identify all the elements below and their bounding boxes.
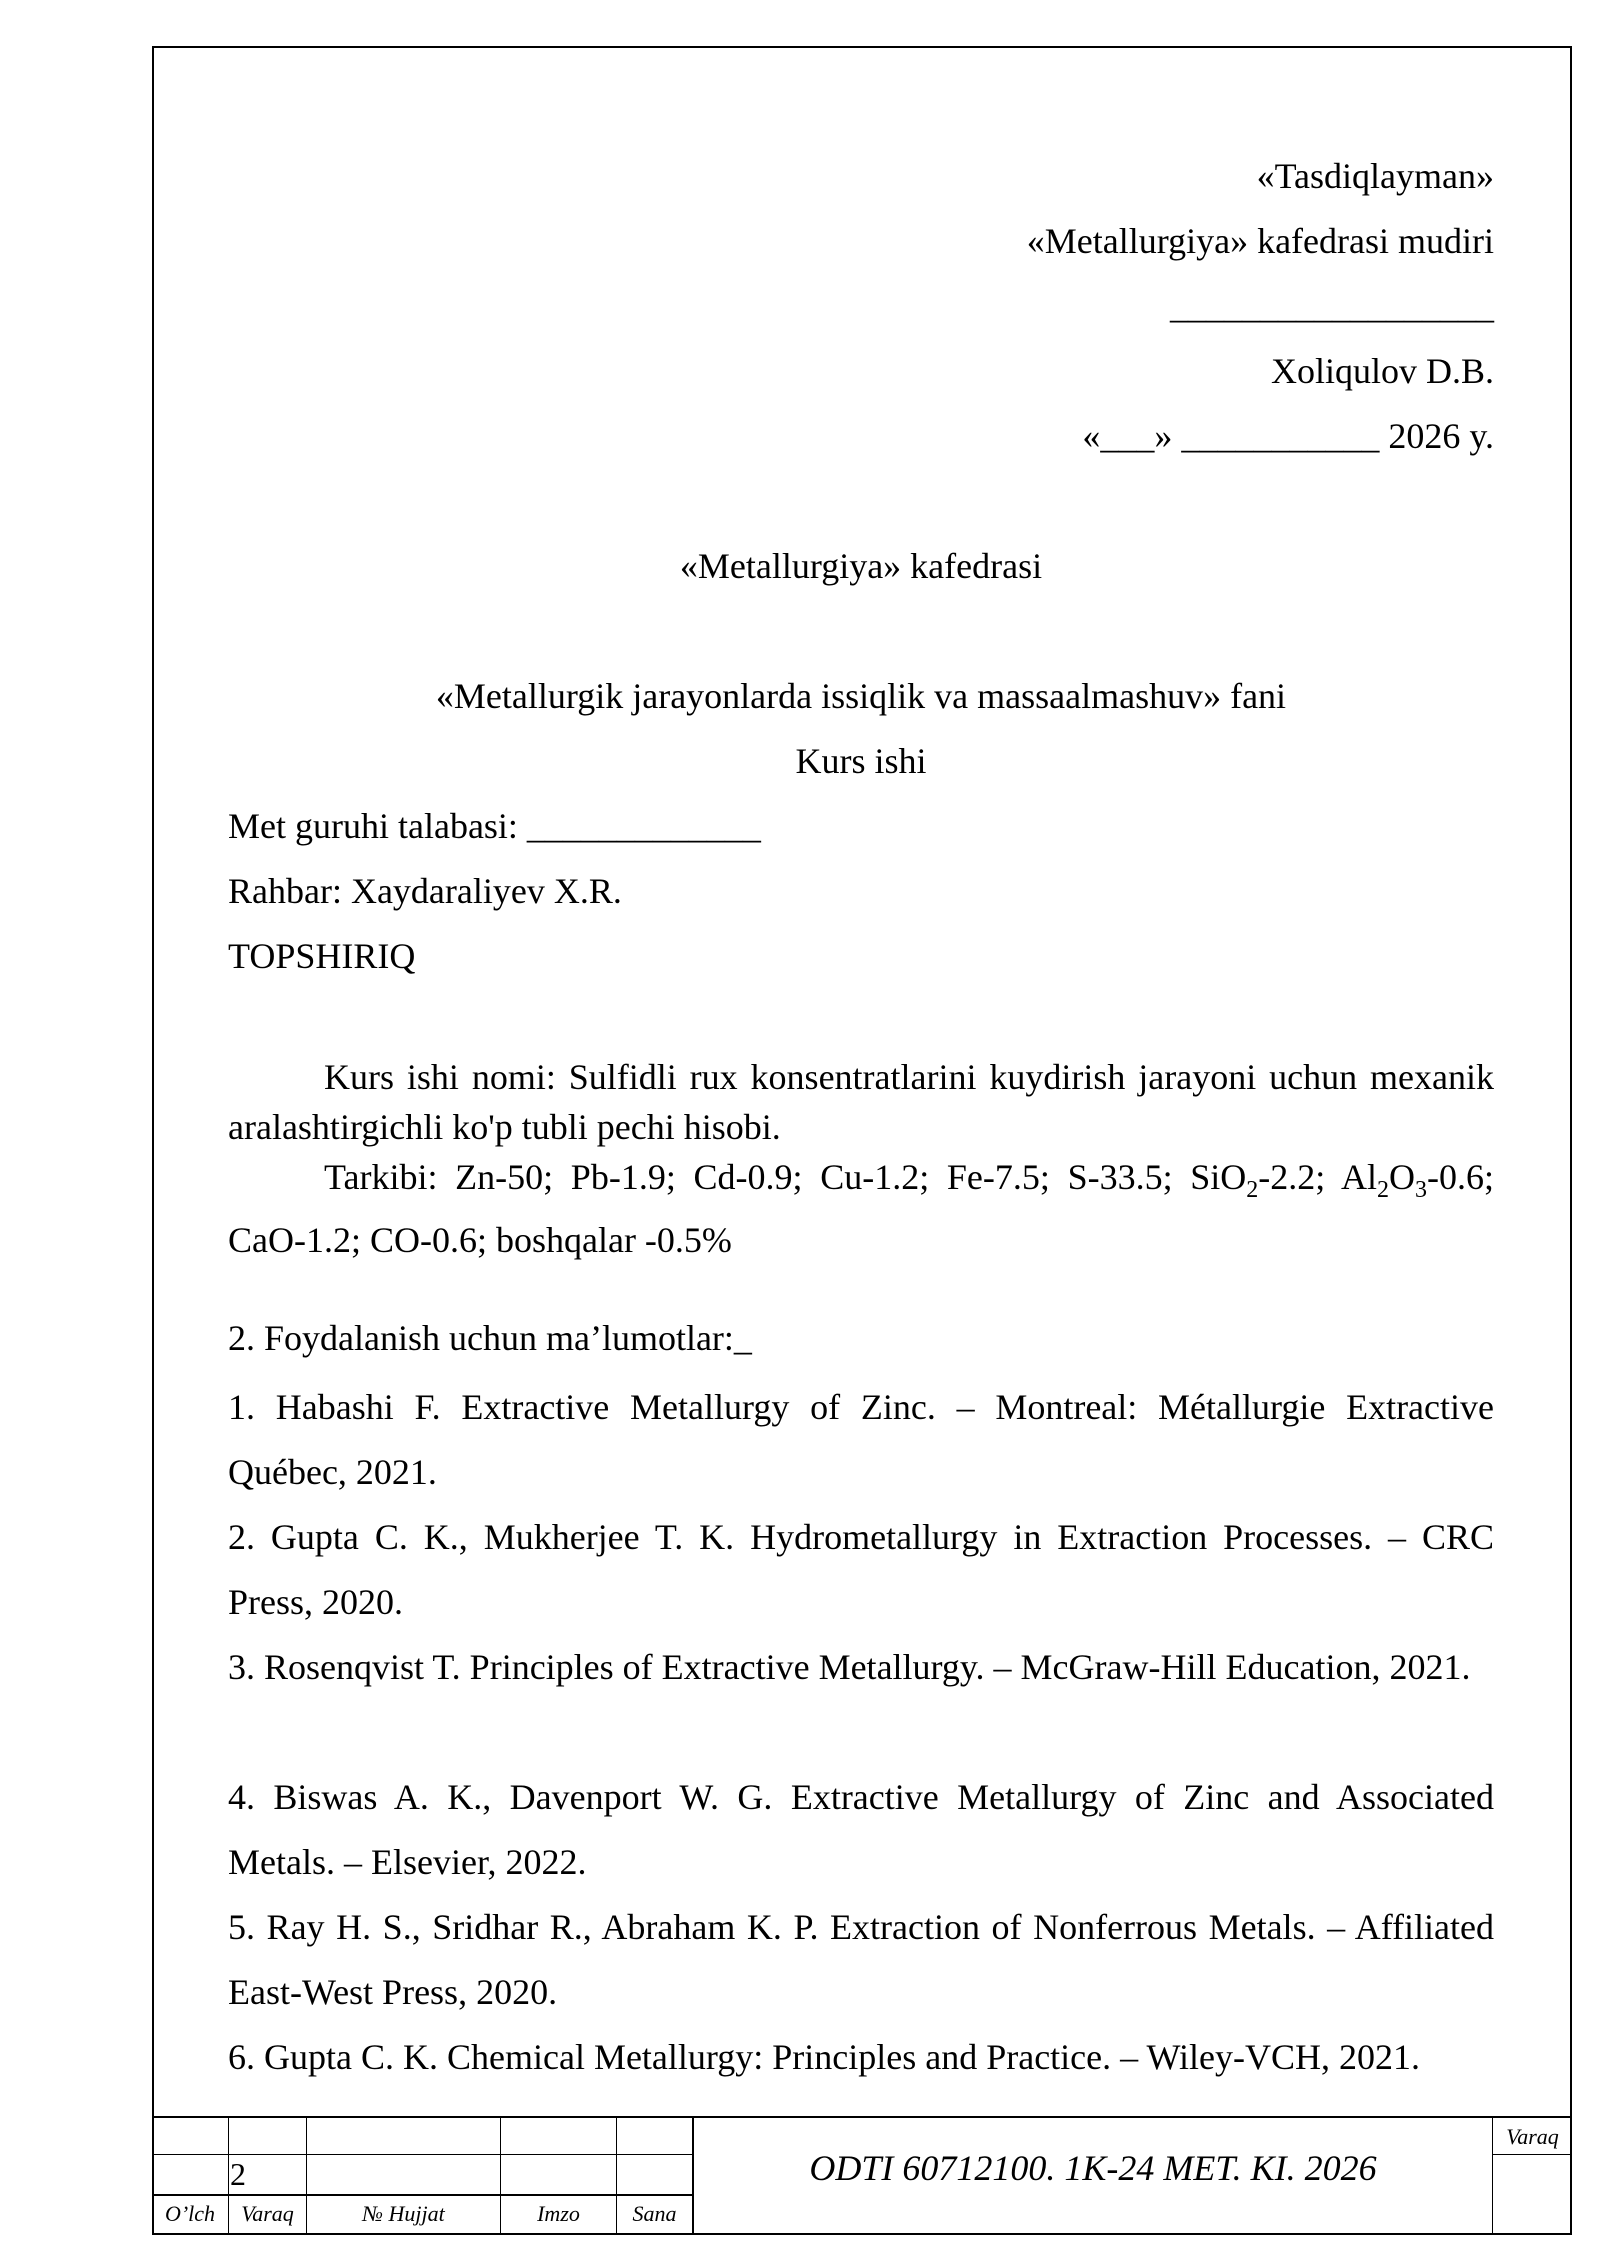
assignment-heading: TOPSHIRIQ [228, 936, 416, 976]
cell-signature: Imzo [537, 2201, 580, 2226]
title-block [152, 2116, 1572, 2235]
reference-item-2: 2. Gupta C. K., Mukherjee T. K. Hydrometallurgy in Extraction Processes. – CRC Press, 2020. [228, 1517, 1494, 1622]
reference-item-1: 1. Habashi F. Extractive Metallurgy of Zinc. – Montreal: Métallurgie Extractive Québec, 2021. [228, 1387, 1494, 1492]
document-code: ODTI 60712100. 1K-24 MET. KI. 2026 [809, 2148, 1377, 2188]
reference-item-3: 3. Rosenqvist T. Principles of Extractive Metallurgy. – McGraw-Hill Education, 2021. [228, 1647, 1471, 1687]
head-of-department: «Metallurgiya» kafedrasi mudiri [1026, 221, 1494, 261]
cell-document-no: № Hujjat [362, 2201, 445, 2226]
composition-label: Tarkibi: [324, 1157, 438, 1197]
student-line: Met guruhi talabasi: _____________ [228, 806, 761, 846]
heading-block [228, 0, 1494, 800]
task-name: Kurs ishi nomi: Sulfidli rux konsentratlarini kuydirish jarayoni uchun mexanik aralashtirgichli ko'p tubli pechi hisobi. [228, 1057, 1494, 1147]
sheet-label: Varaq [1506, 2124, 1559, 2149]
references-heading: 2. Foydalanish uchun ma’lumotlar:_ [228, 1318, 752, 1358]
department-name: «Metallurgiya» kafedrasi [679, 546, 1043, 586]
reference-item-5: 5. Ray H. S., Sridhar R., Abraham K. P. Extraction of Nonferrous Metals. – Affiliated East-West Press, 2020. [228, 1907, 1494, 2012]
approval-date: «___» ___________ 2026 y. [1082, 416, 1494, 456]
composition-values: Zn-50; Pb-1.9; Cd-0.9; Cu-1.2; Fe-7.5; S-33.5; SiO$_2$-2.2; $Al_2O_3-0.6$; CaO-1.2; CO-0.6; boshqalar -0.5% [228, 1157, 1494, 1261]
signature-line: __________________ [1170, 286, 1494, 326]
reference-item-4: 4. Biswas A. K., Davenport W. G. Extractive Metallurgy of Zinc and Associated Metals. – Elsevier, 2022. [228, 1777, 1494, 1882]
sheet-number: 2 [230, 2156, 246, 2192]
cell-measure: O’lch [164, 2201, 216, 2226]
task-composition [228, 1152, 1494, 1265]
supervisor-line: Rahbar: Xaydaraliyev X.R. [228, 871, 622, 911]
cell-sheet: Varaq [241, 2201, 294, 2226]
approver-name: Xoliqulov D.B. [1270, 351, 1494, 391]
subject-title: «Metallurgik jarayonlarda issiqlik va massaalmashuv» fani [435, 676, 1287, 716]
reference-item-6: 6. Gupta C. K. Chemical Metallurgy: Principles and Practice. – Wiley-VCH, 2021. [228, 2037, 1421, 2077]
approval-title: «Tasdiqlayman» [1256, 156, 1494, 196]
work-type: Kurs ishi [795, 741, 927, 781]
cell-date: Sana [632, 2201, 677, 2226]
